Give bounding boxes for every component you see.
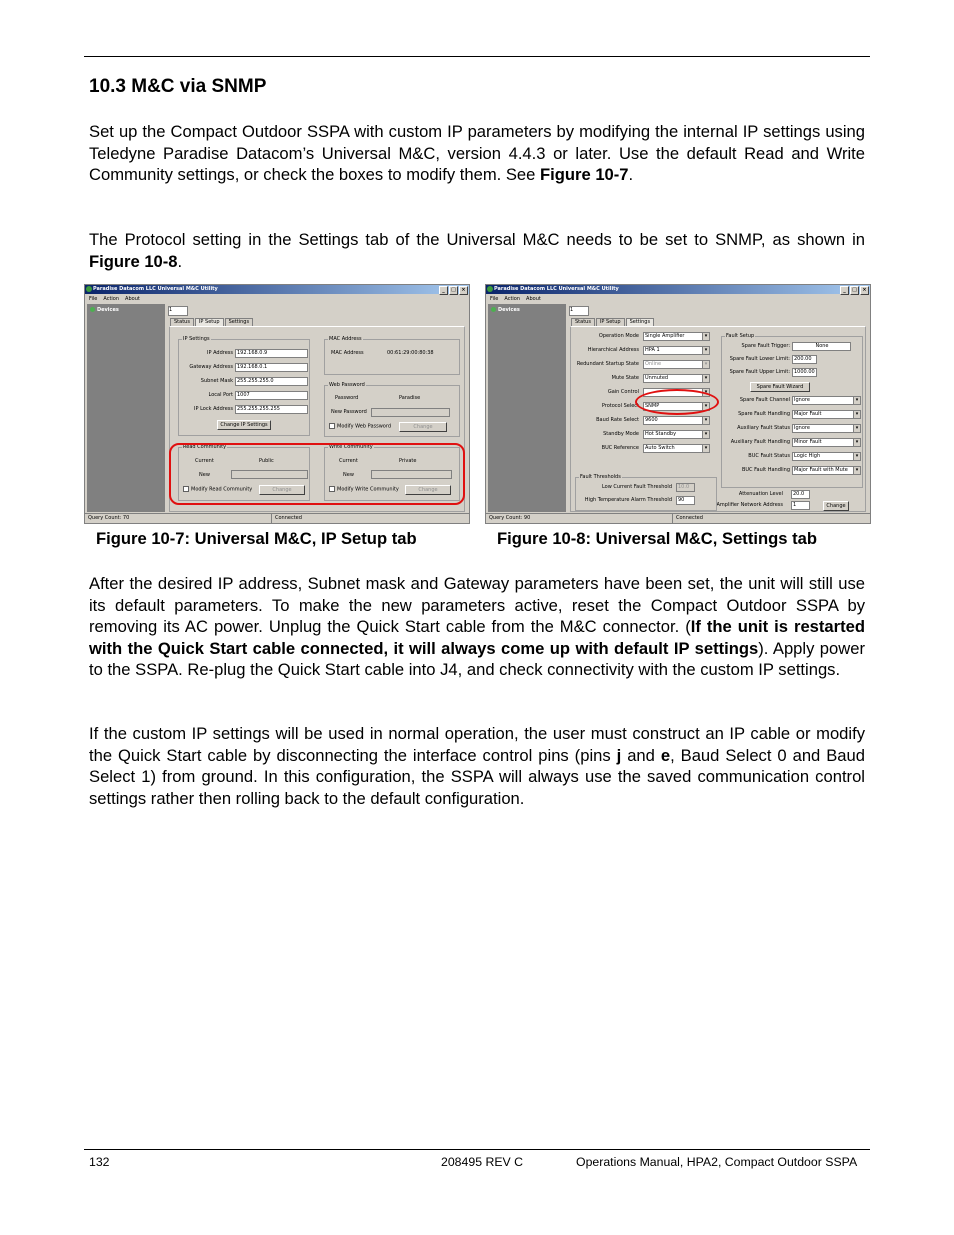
close-icon[interactable]: ×	[860, 286, 869, 295]
change-ip-settings-button[interactable]: Change IP Settings	[217, 420, 271, 430]
change-read-community-button[interactable]: Change	[259, 485, 305, 495]
modify-web-password-checkbox[interactable]: Modify Web Password	[329, 423, 391, 430]
mac-address-group: MAC Address MAC Address 00:61:29:00:80:38	[324, 339, 460, 375]
figure-ip-setup-screenshot	[84, 284, 470, 524]
scrollbar[interactable]	[867, 304, 870, 512]
change-button[interactable]: Change	[823, 501, 849, 511]
tree-item-devices[interactable]: Devices	[491, 307, 520, 313]
device-icon	[90, 307, 95, 312]
window-titlebar: Paradise Datacom LLC Universal M&C Utility _ □ ×	[486, 285, 870, 294]
device-tree[interactable]	[87, 304, 165, 512]
subnet-mask-input[interactable]: 255.255.255.0	[235, 377, 308, 386]
local-port-input[interactable]: 1007	[235, 391, 308, 400]
paragraph-protocol: The Protocol setting in the Settings tab of the Universal M&C needs to be set to SNMP, as shown in Figure 10-8.	[89, 230, 865, 271]
app-icon	[487, 286, 493, 292]
buc-fault-handling-select[interactable]: Major Fault with Mute ▾	[792, 466, 861, 475]
tree-item-devices[interactable]: Devices	[90, 307, 119, 313]
ip-settings-group: IP Settings IP Address 192.168.0.9 Gateway Address 192.168.0.1 Subnet Mask 255.255.255.0 Local Port 1007 IP Lock Address 255.255.255.255 Change IP Settings	[178, 339, 310, 436]
spare-fault-upper-input[interactable]: 1000.00	[792, 368, 817, 377]
paragraph-ip-cable: If the custom IP settings will be used in normal operation, the user must construct an IP cable or modify the Quick Start cable by disconnecting the interface control pins (pins j and e, Baud Select 0 and Baud Select 1) from ground. In this configuration, the SSPA will always use the saved communication control settings rather then rolling back to the default configuration.	[89, 724, 865, 808]
page-number: 132	[89, 1155, 110, 1169]
menu-about[interactable]: About	[125, 296, 140, 302]
device-tree[interactable]	[488, 304, 566, 512]
settings-panel: Operation Mode Single Amplifier ▾ Hierarchical Address HPA 1 ▾ Redundant Startup State Online ▾ Mute State Unmuted ▾ Gain Control ▾ Protocol Select SNMP ▾ Baud Rate Select 9600 ▾ Standby Mode Hot Standby ▾ BUC Reference Auto Switch ▾ Fault Setup Spare Fault Trigger: None Spare Fault Lower Limit: 200.00 Spare Fault Upper Limit: 1000.00 Spare Fault Wizard Spare Fault Channel Ignore ▾ Spare Fault Handling Major Fault ▾ Auxiliary Fault Status Ignore ▾ Auxiliary Fault Handling Minor Fault ▾ BUC Fault Status Logic High ▾ BUC Fault Handling Major Fault with Mute ▾ Attenuation Level 20.0 ⇕ Amplifier Network Address 1 ⇕ Change Fault Thresholds Low Current Fault Threshold 10.0 ⇕ High Temperature Alarm Threshold 90 ⇕	[570, 326, 866, 512]
auxiliary-fault-status-select[interactable]: Ignore ▾	[792, 424, 861, 433]
standby-mode-select[interactable]: Hot Standby ▾	[643, 430, 710, 439]
tab-status[interactable]: Status	[571, 318, 595, 326]
mute-state-select[interactable]: Unmuted ▾	[643, 374, 710, 383]
tab-ip-setup[interactable]: IP Setup	[596, 318, 625, 326]
hierarchical-address-select[interactable]: HPA 1 ▾	[643, 346, 710, 355]
maximize-icon[interactable]: □	[850, 286, 859, 295]
change-password-button[interactable]: Change	[399, 422, 447, 432]
close-icon[interactable]: ×	[459, 286, 468, 295]
buc-reference-select[interactable]: Auto Switch ▾	[643, 444, 710, 453]
write-community-group: Write Community Current Private New Modify Write Community Change	[324, 447, 460, 501]
device-icon	[491, 307, 496, 312]
main-area	[568, 304, 866, 512]
fault-setup-group: Fault Setup Spare Fault Trigger: None Spare Fault Lower Limit: 200.00 Spare Fault Upper Limit: 1000.00 Spare Fault Wizard Spare Fault Channel Ignore ▾ Spare Fault Handling Major Fault ▾ Auxiliary Fault Status Ignore ▾ Auxiliary Fault Handling Minor Fault ▾ BUC Fault Status Logic High ▾ BUC Fault Handling Major Fault with Mute ▾	[721, 336, 863, 488]
figure-caption: Figure 10-7: Universal M&C, IP Setup tab	[96, 529, 417, 548]
read-community-group: Read Community Current Public New Modify Read Community Change	[178, 447, 310, 501]
protocol-select[interactable]: SNMP ▾	[643, 402, 710, 411]
menu-file[interactable]: File	[490, 296, 499, 302]
spare-fault-lower-input[interactable]: 200.00	[792, 355, 817, 364]
tab-ip-setup[interactable]: IP Setup	[195, 318, 224, 326]
paragraph-intro: Set up the Compact Outdoor SSPA with custom IP parameters by modifying the internal IP settings using Teledyne Paradise Datacom’s Universal M&C, version 4.4.3 or later. Use the default Read and Write Community settings, or check the boxes to modify them. See Figure 10-7.	[89, 122, 865, 185]
figure-settings-screenshot	[485, 284, 871, 524]
document-number: 208495 REV C	[441, 1155, 524, 1169]
figure-caption: Figure 10-8: Universal M&C, Settings tab	[497, 529, 817, 548]
mac-address-value: 00:61:29:00:80:38	[387, 350, 434, 356]
app-icon	[86, 286, 92, 292]
spare-fault-channel-select[interactable]: Ignore ▾	[792, 396, 861, 405]
window-titlebar: Paradise Datacom LLC Universal M&C Utility _ □ ×	[85, 285, 469, 294]
ip-address-input[interactable]: 192.168.0.9	[235, 349, 308, 358]
tab-strip	[571, 318, 655, 326]
gateway-address-input[interactable]: 192.168.0.1	[235, 363, 308, 372]
paragraph-reset: After the desired IP address, Subnet mask and Gateway parameters have been set, the unit will still use its default parameters. To make the new parameters active, reset the Compact Outdoor SSPA by removing its AC power. Unplug the Quick Start cable from the M&C connector. (If the unit is restarted with the Quick Start cable connected, it will always come up with default IP settings). Apply power to the SSPA. Re-plug the Quick Start cable into J4, and check connectivity with the custom IP settings.	[89, 574, 866, 680]
operation-mode-select[interactable]: Single Amplifier ▾	[643, 332, 710, 341]
spare-fault-trigger-value[interactable]: None	[792, 342, 851, 351]
device-field[interactable]: 1	[569, 306, 589, 316]
redundant-startup-select[interactable]: Online ▾	[643, 360, 710, 369]
modify-read-community-checkbox[interactable]: Modify Read Community	[183, 486, 252, 493]
attenuation-input[interactable]: 20.0 ⇕	[791, 490, 810, 499]
menu-bar	[486, 295, 870, 303]
new-password-input[interactable]	[371, 408, 450, 417]
high-temperature-threshold-input[interactable]: 90 ⇕	[676, 496, 695, 505]
manual-title: Operations Manual, HPA2, Compact Outdoor SSPA	[576, 1155, 858, 1169]
figure-ref[interactable]: Figure 10-7	[540, 165, 629, 185]
network-address-input[interactable]: 1 ⇕	[791, 501, 810, 510]
menu-action[interactable]: Action	[103, 296, 120, 302]
device-field[interactable]: 1	[168, 306, 188, 316]
menu-about[interactable]: About	[526, 296, 541, 302]
tab-strip	[170, 318, 254, 326]
tab-settings[interactable]: Settings	[626, 318, 655, 326]
maximize-icon[interactable]: □	[449, 286, 458, 295]
menu-bar	[85, 295, 469, 303]
buc-fault-status-select[interactable]: Logic High ▾	[792, 452, 861, 461]
minimize-icon[interactable]: _	[439, 286, 448, 295]
menu-action[interactable]: Action	[504, 296, 521, 302]
highlight-ring	[635, 389, 719, 415]
header-rule	[84, 56, 870, 57]
fault-thresholds-group: Fault Thresholds Low Current Fault Threshold 10.0 ⇕ High Temperature Alarm Threshold 90 ⇕	[575, 477, 717, 511]
section-heading: 10.3 M&C via SNMP	[89, 76, 267, 97]
web-password-group: Web Password Password Paradise New Password Modify Web Password Change	[324, 385, 460, 437]
tab-status[interactable]: Status	[170, 318, 194, 326]
highlight-ring	[169, 443, 465, 505]
tab-settings[interactable]: Settings	[225, 318, 254, 326]
status-bar: Query Count: 70 Connected	[85, 513, 469, 523]
change-write-community-button[interactable]: Change	[405, 485, 451, 495]
baud-rate-select[interactable]: 9600 ▾	[643, 416, 710, 425]
status-bar: Query Count: 90 Connected	[486, 513, 870, 523]
footer-rule	[84, 1149, 870, 1150]
auxiliary-fault-handling-select[interactable]: Minor Fault ▾	[792, 438, 861, 447]
figure-ref[interactable]: Figure 10-8	[89, 251, 178, 271]
spare-fault-handling-select[interactable]: Major Fault ▾	[792, 410, 861, 419]
spare-fault-wizard-button[interactable]: Spare Fault Wizard	[750, 382, 810, 392]
minimize-icon[interactable]: _	[840, 286, 849, 295]
low-current-threshold-input[interactable]: 10.0 ⇕	[676, 483, 695, 492]
ip-lock-address-input[interactable]: 255.255.255.255	[235, 405, 308, 414]
scrollbar[interactable]	[466, 304, 469, 512]
modify-write-community-checkbox[interactable]: Modify Write Community	[329, 486, 399, 493]
menu-file[interactable]: File	[89, 296, 98, 302]
